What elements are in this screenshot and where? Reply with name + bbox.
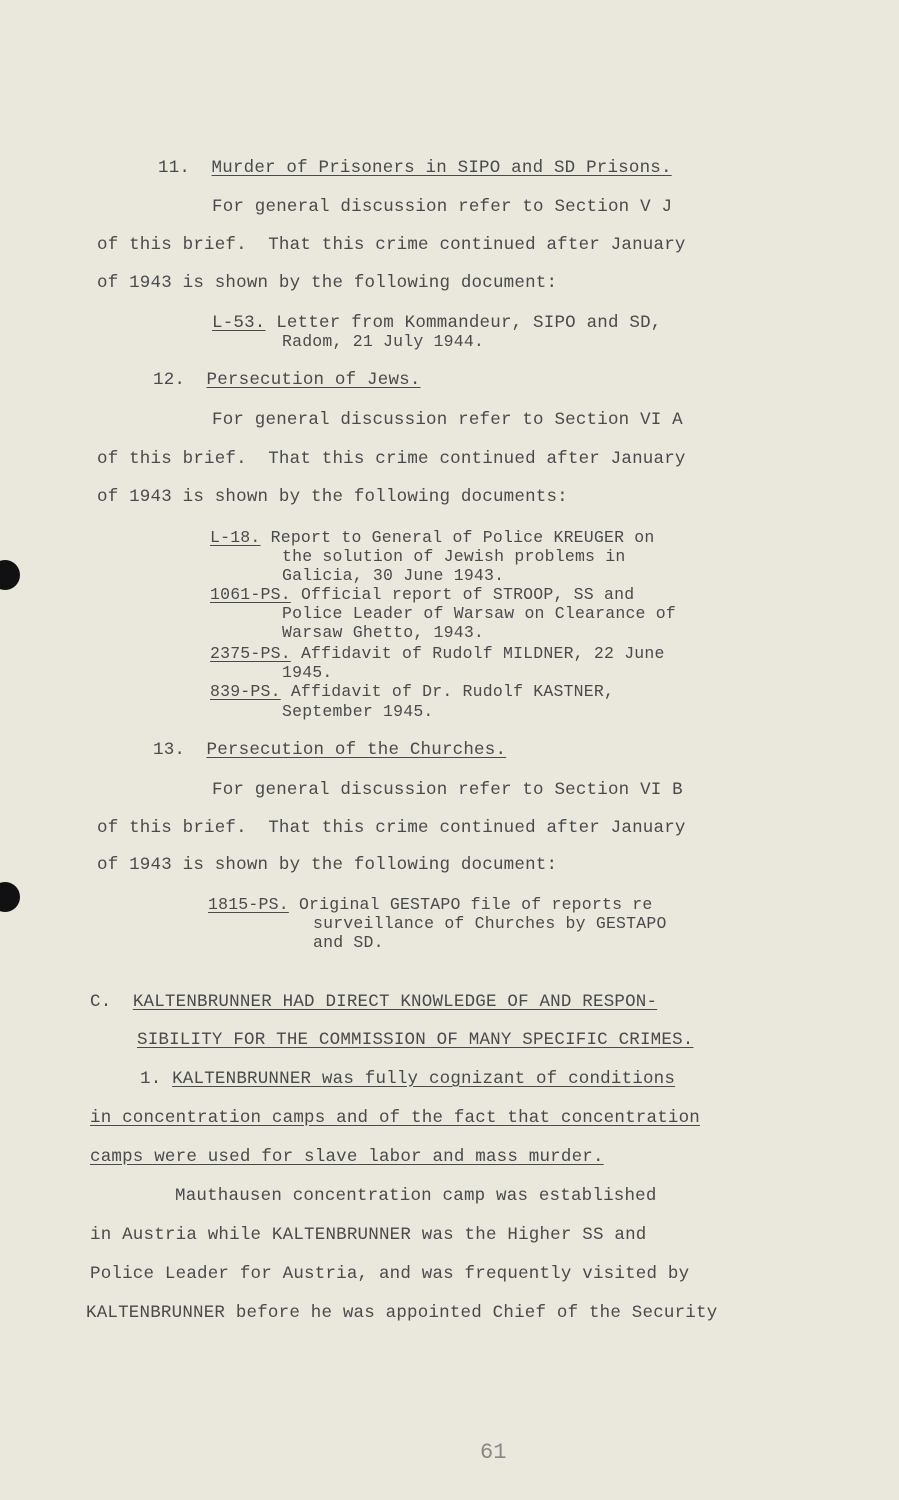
document-description: Police Leader of Warsaw on Clearance of <box>282 604 676 623</box>
document-description: the solution of Jewish problems in <box>282 547 626 566</box>
item-line <box>140 1069 675 1089</box>
section-11-heading <box>158 158 672 178</box>
paragraph-line: For general discussion refer to Section V J <box>212 197 673 217</box>
document-description: Radom, 21 July 1944. <box>282 332 485 351</box>
section-c-heading <box>90 992 657 1012</box>
paragraph-line: Police Leader for Austria, and was frequently visited by <box>90 1264 690 1284</box>
item-line: in concentration camps and of the fact that concentration <box>90 1108 700 1128</box>
document-entry <box>212 313 661 333</box>
document-description: Affidavit of Rudolf MILDNER, 22 June <box>300 644 665 663</box>
section-title-continued: SIBILITY FOR THE COMMISSION OF MANY SPECIFIC CRIMES. <box>137 1030 694 1050</box>
document-entry <box>208 895 653 914</box>
document-description: Letter from Kommandeur, SIPO and SD, <box>276 313 662 333</box>
item-text: KALTENBRUNNER was fully cognizant of conditions <box>172 1069 676 1089</box>
section-number: 13. <box>153 740 186 760</box>
section-12-heading <box>153 370 421 390</box>
paragraph-line: Mauthausen concentration camp was established <box>175 1186 657 1206</box>
paragraph-line: For general discussion refer to Section VI A <box>212 410 683 430</box>
document-description: Affidavit of Dr. Rudolf KASTNER, <box>290 682 615 701</box>
document-entry <box>210 644 665 663</box>
paragraph-line: of 1943 is shown by the following document: <box>97 855 558 875</box>
document-code: 1815-PS. <box>208 895 289 914</box>
paragraph-line: of this brief. That this crime continued after January <box>97 449 686 469</box>
section-title: Persecution of Jews. <box>206 370 421 390</box>
document-code: 839-PS. <box>210 682 281 701</box>
document-description: Report to General of Police KREUGER on <box>270 528 655 547</box>
document-description: surveillance of Churches by GESTAPO <box>313 914 667 933</box>
paragraph-line: KALTENBRUNNER before he was appointed Chief of the Security <box>86 1303 718 1323</box>
punch-hole <box>0 882 20 912</box>
page-number: 61 <box>480 1440 507 1465</box>
section-title: Persecution of the Churches. <box>206 740 507 760</box>
paragraph-line: For general discussion refer to Section VI B <box>212 780 683 800</box>
paragraph-line: of 1943 is shown by the following documents: <box>97 487 568 507</box>
document-description: Original GESTAPO file of reports re <box>298 895 653 914</box>
document-description: Galicia, 30 June 1943. <box>282 566 505 585</box>
section-number: 11. <box>158 158 191 178</box>
document-entry <box>210 682 614 701</box>
paragraph-line: of 1943 is shown by the following document: <box>97 273 558 293</box>
document-entry <box>210 528 655 547</box>
document-description: 1945. <box>282 663 333 682</box>
paragraph-line: of this brief. That this crime continued after January <box>97 235 686 255</box>
section-title: KALTENBRUNNER HAD DIRECT KNOWLEDGE OF AND RESPON- <box>132 992 658 1012</box>
paragraph-line: of this brief. That this crime continued after January <box>97 818 686 838</box>
document-code: L-53. <box>212 313 266 333</box>
document-description: and SD. <box>313 933 384 952</box>
document-description: Warsaw Ghetto, 1943. <box>282 623 485 642</box>
section-title: Murder of Prisoners in SIPO and SD Prisons. <box>211 158 672 178</box>
section-letter: C. <box>90 992 112 1012</box>
item-line: camps were used for slave labor and mass murder. <box>90 1147 604 1167</box>
document-entry <box>210 585 634 604</box>
paragraph-line: in Austria while KALTENBRUNNER was the Higher SS and <box>90 1225 647 1245</box>
document-description: Official report of STROOP, SS and <box>300 585 635 604</box>
punch-hole <box>0 560 20 590</box>
document-code: 2375-PS. <box>210 644 291 663</box>
document-code: L-18. <box>210 528 261 547</box>
item-number: 1. <box>140 1069 162 1089</box>
document-description: September 1945. <box>282 702 434 721</box>
document-code: 1061-PS. <box>210 585 291 604</box>
section-number: 12. <box>153 370 186 390</box>
section-13-heading <box>153 740 506 760</box>
